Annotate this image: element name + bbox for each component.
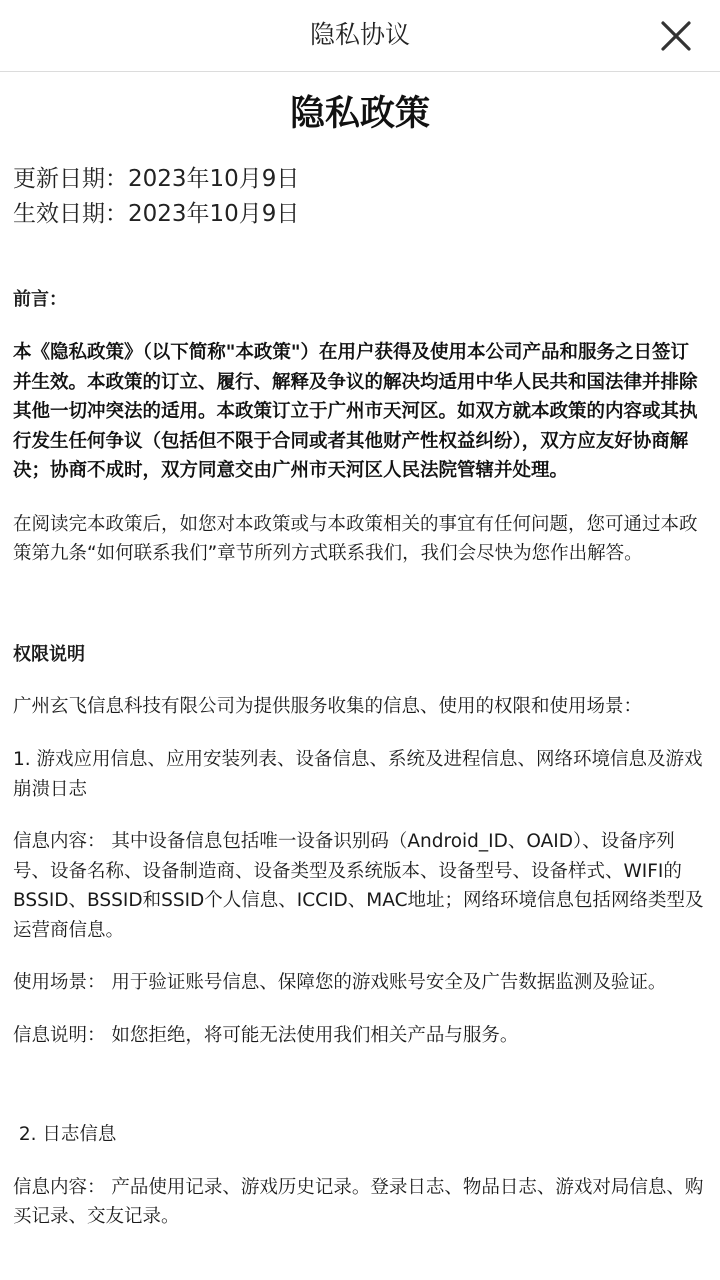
item1-content: 信息内容： 其中设备信息包括唯一设备识别码（Android_ID、OAID）、设备序列号、设备名称、设备制造商、设备类型及系统版本、设备型号、设备样式、WIFI的BSSID、BSSID和SSID个人信息、ICCID、MAC地址；网络环境信息包括网络类型及运营商信息。 — [13, 831, 704, 941]
permissions-intro: 广州玄飞信息科技有限公司为提供服务收集的信息、使用的权限和使用场景： — [13, 695, 643, 717]
document-title: 隐私政策 — [289, 94, 430, 134]
item2-content: 信息内容： 产品使用记录、游戏历史记录。登录日志、物品日志、游戏对局信息、购买记录、交友记录。 — [13, 1176, 704, 1227]
item2-title: 2. 日志信息 — [13, 1124, 117, 1145]
dates-block — [13, 162, 707, 232]
permissions-label: 权限说明 — [13, 643, 85, 665]
item1-title: 1. 游戏应用信息、应用安装列表、设备信息、系统及进程信息、网络环境信息及游戏崩溃日志 — [13, 749, 703, 800]
preface-label: 前言： — [13, 289, 67, 310]
close-button[interactable] — [658, 18, 694, 54]
effective-date: 生效日期：2023年10月9日 — [13, 201, 300, 227]
preface-bold-paragraph: 本《隐私政策》（以下简称"本政策"）在用户获得及使用本公司产品和服务之日签订并生效。本政策的订立、履行、解释及争议的解决均适用中华人民共和国法律并排除其他一切冲突法的适用。本政策订立于广州市天河区。如双方就本政策的内容或其执行发生任何争议（包括但不限于合同或者其他财产性权益纠纷），双方应友好协商解决；协商不成时，双方同意交由广州市天河区人民法院管辖并处理。 — [13, 342, 698, 481]
item1-usage: 使用场景： 用于验证账号信息、保障您的游戏账号安全及广告数据监测及验证。 — [13, 972, 667, 993]
preface-paragraph: 在阅读完本政策后，如您对本政策或与本政策相关的事宜有任何问题，您可通过本政策第九条“如何联系我们”章节所列方式联系我们，我们会尽快为您作出解答。 — [13, 513, 698, 564]
updated-date: 更新日期：2023年10月9日 — [13, 166, 300, 192]
close-icon[interactable] — [658, 18, 694, 54]
item1-note: 信息说明： 如您拒绝，将可能无法使用我们相关产品与服务。 — [13, 1024, 519, 1046]
top-bar — [0, 0, 720, 72]
page-title: 隐私协议 — [309, 20, 410, 49]
policy-content[interactable] — [13, 72, 707, 1280]
